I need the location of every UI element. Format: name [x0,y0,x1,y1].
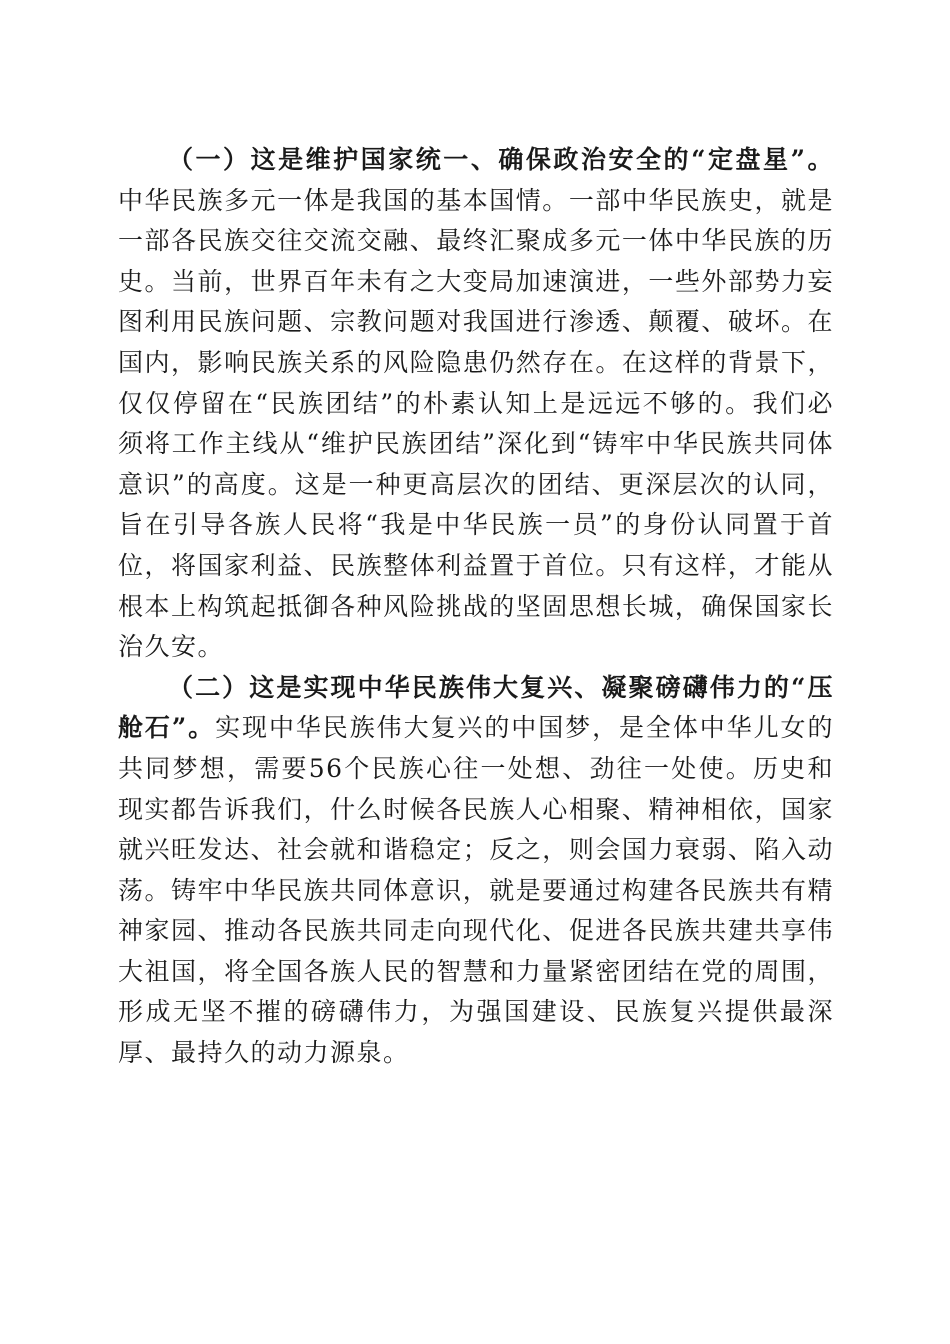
section-body-2: 实现中华民族伟大复兴的中国梦，是全体中华儿女的共同梦想，需要56个民族心往一处想、劲往一处使。历史和现实都告诉我们，什么时候各民族人心相聚、精神相依，国家就兴旺发达、社会就和谐稳定；反之，则会国力衰弱、陷入动荡。铸牢中华民族共同体意识，就是要通过构建各民族共有精神家园、推动各民族共同走向现代化、促进各民族共建共享伟大祖国，将全国各族人民的智慧和力量紧密团结在党的周围，形成无坚不摧的磅礴伟力，为强国建设、民族复兴提供最深厚、最持久的动力源泉。 [118,713,834,1068]
section-paragraph-1 [118,140,834,668]
document-body [118,140,834,1074]
section-heading-2: （二）这是实现中华民族伟大复兴、凝聚磅礴伟力的“压舱石”。 [118,672,834,743]
section-heading-1: （一）这是维护国家统一、确保政治安全的“定盘星”。 [168,145,834,174]
section-body-1: 中华民族多元一体是我国的基本国情。一部中华民族史，就是一部各民族交往交流交融、最终汇聚成多元一体中华民族的历史。当前，世界百年未有之大变局加速演进，一些外部势力妄图利用民族问题、宗教问题对我国进行渗透、颠覆、破坏。在国内，影响民族关系的风险隐患仍然存在。在这样的背景下，仅仅停留在“民族团结”的朴素认知上是远远不够的。我们必须将工作主线从“维护民族团结”深化到“铸牢中华民族共同体意识”的高度。这是一种更高层次的团结、更深层次的认同，旨在引导各族人民将“我是中华民族一员”的身份认同置于首位，将国家利益、民族整体利益置于首位。只有这样，才能从根本上构筑起抵御各种风险挑战的坚固思想长城，确保国家长治久安。 [118,185,834,662]
section-paragraph-2 [118,668,834,1074]
